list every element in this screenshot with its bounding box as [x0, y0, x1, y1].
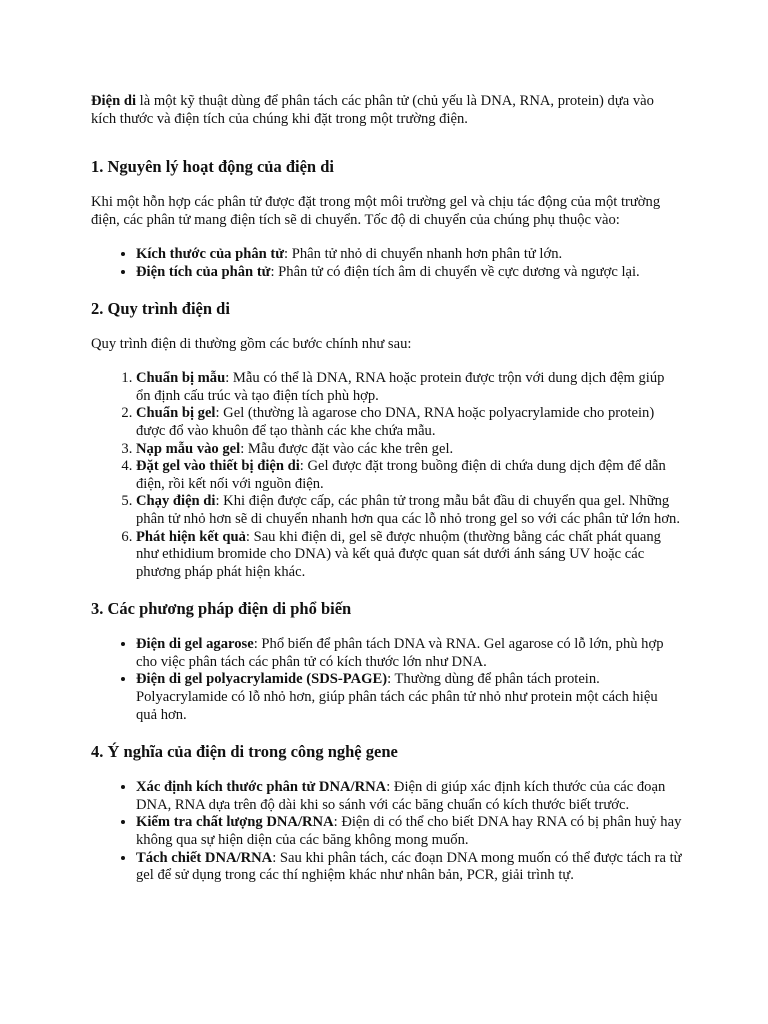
list-item [136, 671, 682, 724]
list-item-bold: Chuẩn bị mẫu [136, 370, 226, 387]
intro-text: là một kỹ thuật dùng để phân tách các phân tử (chủ yếu là DNA, RNA, protein) dựa vào kích thước và điện tích của chúng khi đặt trong một trường điện. [91, 93, 654, 127]
list-item-bold: Đặt gel vào thiết bị điện di [136, 458, 300, 475]
list-item-bold: Kiểm tra chất lượng DNA/RNA [136, 814, 334, 831]
list-item [136, 246, 682, 264]
list-item-text: : Gel (thường là agarose cho DNA, RNA hoặc polyacrylamide cho protein) được đổ vào khuôn để tạo thành các khe chứa mẫu. [136, 405, 655, 439]
list-item-bold: Điện tích của phân tử [136, 263, 271, 280]
list-item-text: : Phổ biến để phân tách DNA và RNA. Gel agarose có lỗ lớn, phù hợp cho việc phân tách các phân tử có kích thước lớn như DNA. [136, 636, 664, 670]
list-item-bold: Tách chiết DNA/RNA [136, 849, 273, 866]
list-item-text: : Thường dùng để phân tách protein. Polyacrylamide có lỗ nhỏ hơn, giúp phân tách các phân tử nhỏ như protein một cách hiệu quả hơn. [136, 671, 658, 723]
list-item [136, 529, 682, 582]
list-item-text: : Mẫu có thể là DNA, RNA hoặc protein được trộn với dung dịch đệm giúp ổn định cấu trúc và tạo điện tích phù hợp. [136, 370, 665, 404]
list-item [136, 405, 682, 440]
section-4-heading: 4. Ý nghĩa của điện di trong công nghệ gene [91, 742, 398, 762]
section-1-heading: 1. Nguyên lý hoạt động của điện di [91, 157, 334, 177]
list-item [136, 458, 682, 493]
list-item-bold: Điện di gel agarose [136, 636, 254, 653]
list-item-text: : Khi điện được cấp, các phân tử trong mẫu bắt đầu di chuyển qua gel. Những phân tử nhỏ hơn sẽ di chuyển nhanh hơn qua các lỗ nhỏ trong gel so với các phân tử lớn hơn. [136, 493, 680, 527]
list-item-bold: Điện di gel polyacrylamide (SDS-PAGE) [136, 671, 388, 688]
list-item [136, 370, 682, 405]
list-item-text: : Sau khi phân tách, các đoạn DNA mong muốn có thể được tách ra từ gel để sử dụng trong các thí nghiệm khác như nhân bản, PCR, giải trình tự. [136, 849, 682, 884]
list-item [136, 850, 682, 885]
list-item-text: : Gel được đặt trong buồng điện di chứa dung dịch đệm để dẫn điện, rồi kết nối với nguồn điện. [136, 458, 666, 492]
list-item-bold: Phát hiện kết quả [136, 528, 246, 545]
list-item-text: : Phân tử nhỏ di chuyển nhanh hơn phân tử lớn. [284, 246, 563, 263]
section-2-list [91, 370, 682, 581]
intro-term: Điện di [91, 93, 137, 109]
list-item-bold: Xác định kích thước phân tử DNA/RNA [136, 779, 387, 796]
list-item-bold: Chạy điện di [136, 493, 216, 510]
list-item [136, 636, 682, 671]
list-item-text: : Điện di có thể cho biết DNA hay RNA có bị phân huỷ hay không qua sự hiện diện của các băng không mong muốn. [136, 814, 682, 849]
list-item [136, 814, 682, 849]
section-2-heading: 2. Quy trình điện di [91, 298, 230, 318]
section-3-list [91, 636, 682, 724]
list-item-bold: Nạp mẫu vào gel [136, 440, 241, 457]
list-item-text: : Mẫu được đặt vào các khe trên gel. [240, 440, 454, 457]
list-item [136, 264, 682, 282]
list-item-text: : Phân tử có điện tích âm di chuyển về cực dương và ngược lại. [270, 263, 640, 280]
list-item-text: : Điện di giúp xác định kích thước của các đoạn DNA, RNA dựa trên độ dài khi so sánh với các băng chuẩn có kích thước biết trước. [136, 779, 666, 813]
list-item [136, 779, 682, 814]
section-2-paragraph: Quy trình điện di thường gồm các bước chính như sau: [91, 335, 412, 352]
section-4-list [91, 779, 682, 885]
intro-paragraph [91, 93, 682, 128]
list-item-bold: Chuẩn bị gel [136, 405, 216, 422]
section-1-list [91, 246, 682, 281]
list-item-bold: Kích thước của phân tử [136, 246, 285, 263]
section-3-heading: 3. Các phương pháp điện di phổ biến [91, 599, 352, 619]
list-item [136, 441, 682, 459]
section-1-paragraph: Khi một hỗn hợp các phân tử được đặt trong một môi trường gel và chịu tác động của một trường điện, các phân tử mang điện tích sẽ di chuyển. Tốc độ di chuyển của chúng phụ thuộc vào: [91, 194, 661, 228]
list-item [136, 493, 682, 528]
list-item-text: : Sau khi điện di, gel sẽ được nhuộm (thường bằng các chất phát quang như ethidium bromide cho DNA) và kết quả được quan sát dưới ánh sáng UV hoặc các phương pháp phát hiện khác. [136, 528, 661, 580]
